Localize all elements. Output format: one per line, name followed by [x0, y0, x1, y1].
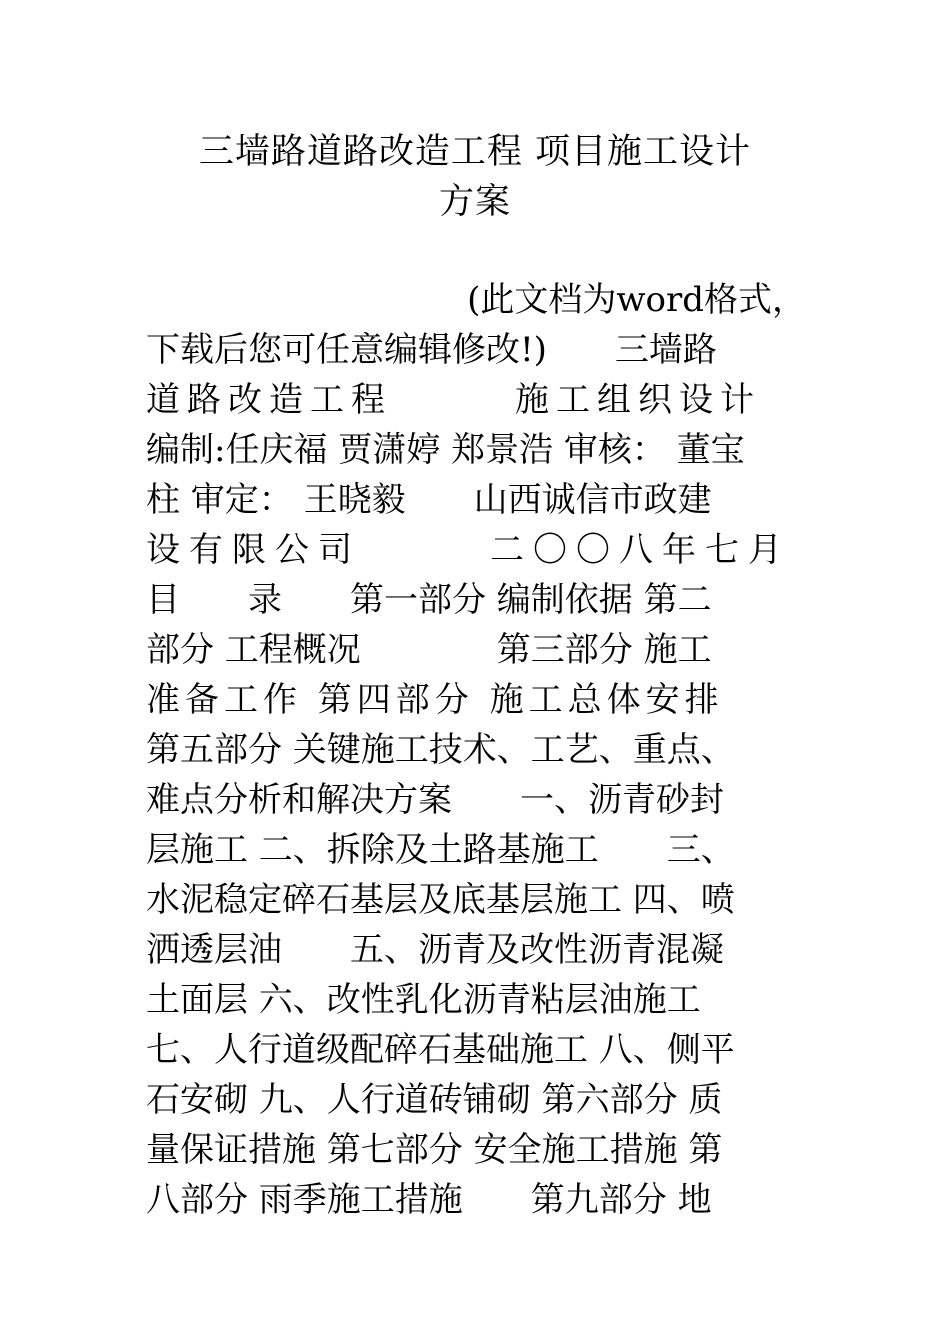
body-line-15: 土面层 六、改性乳化沥青粘层油施工: [146, 980, 701, 1020]
body-line-18: 量保证措施 第七部分 安全施工措施 第: [146, 1130, 723, 1170]
body-line-16: 七、人行道级配碎石基础施工 八、侧平: [146, 1030, 735, 1070]
body-line-7: 目 录 第一部分 编制依据 第二: [146, 580, 712, 620]
body-line-5: 柱 审定： 王晓毅 山西诚信市政建: [146, 480, 712, 520]
body-line-4: 编制:任庆福 贾潇婷 郑景浩 审核： 董宝: [146, 430, 745, 470]
body-line-8: 部分 工程概况 第三部分 施工: [146, 630, 712, 670]
body-line-19: 八部分 雨季施工措施 第九部分 地: [146, 1180, 712, 1220]
body-line-3: 道路改造工程 施工组织设计: [146, 380, 761, 420]
body-line-1: (此文档为word格式，: [467, 280, 806, 320]
body-line-13: 水泥稳定碎石基层及底基层施工 四、喷: [146, 880, 735, 920]
document-title-line-2: 方案: [438, 182, 511, 222]
body-line-10: 第五部分 关键施工技术、工艺、重点、: [146, 730, 735, 770]
body-line-9: 准备工作 第四部分 施工总体安排: [146, 680, 724, 720]
body-line-14: 洒透层油 五、沥青及改性沥青混凝: [146, 930, 724, 970]
body-line-17: 石安砌 九、人行道砖铺砌 第六部分 质: [146, 1080, 723, 1120]
body-line-12: 层施工 二、拆除及土路基施工 三、: [146, 830, 735, 870]
body-line-11: 难点分析和解决方案 一、沥青砂封: [146, 780, 724, 820]
body-line-6: 设有限公司 二〇〇八年七月: [146, 530, 791, 570]
body-line-2: 下载后您可任意编辑修改!) 三墙路: [146, 330, 717, 370]
document-title-line-1: 三墙路道路改造工程 项目施工设计: [198, 132, 752, 172]
